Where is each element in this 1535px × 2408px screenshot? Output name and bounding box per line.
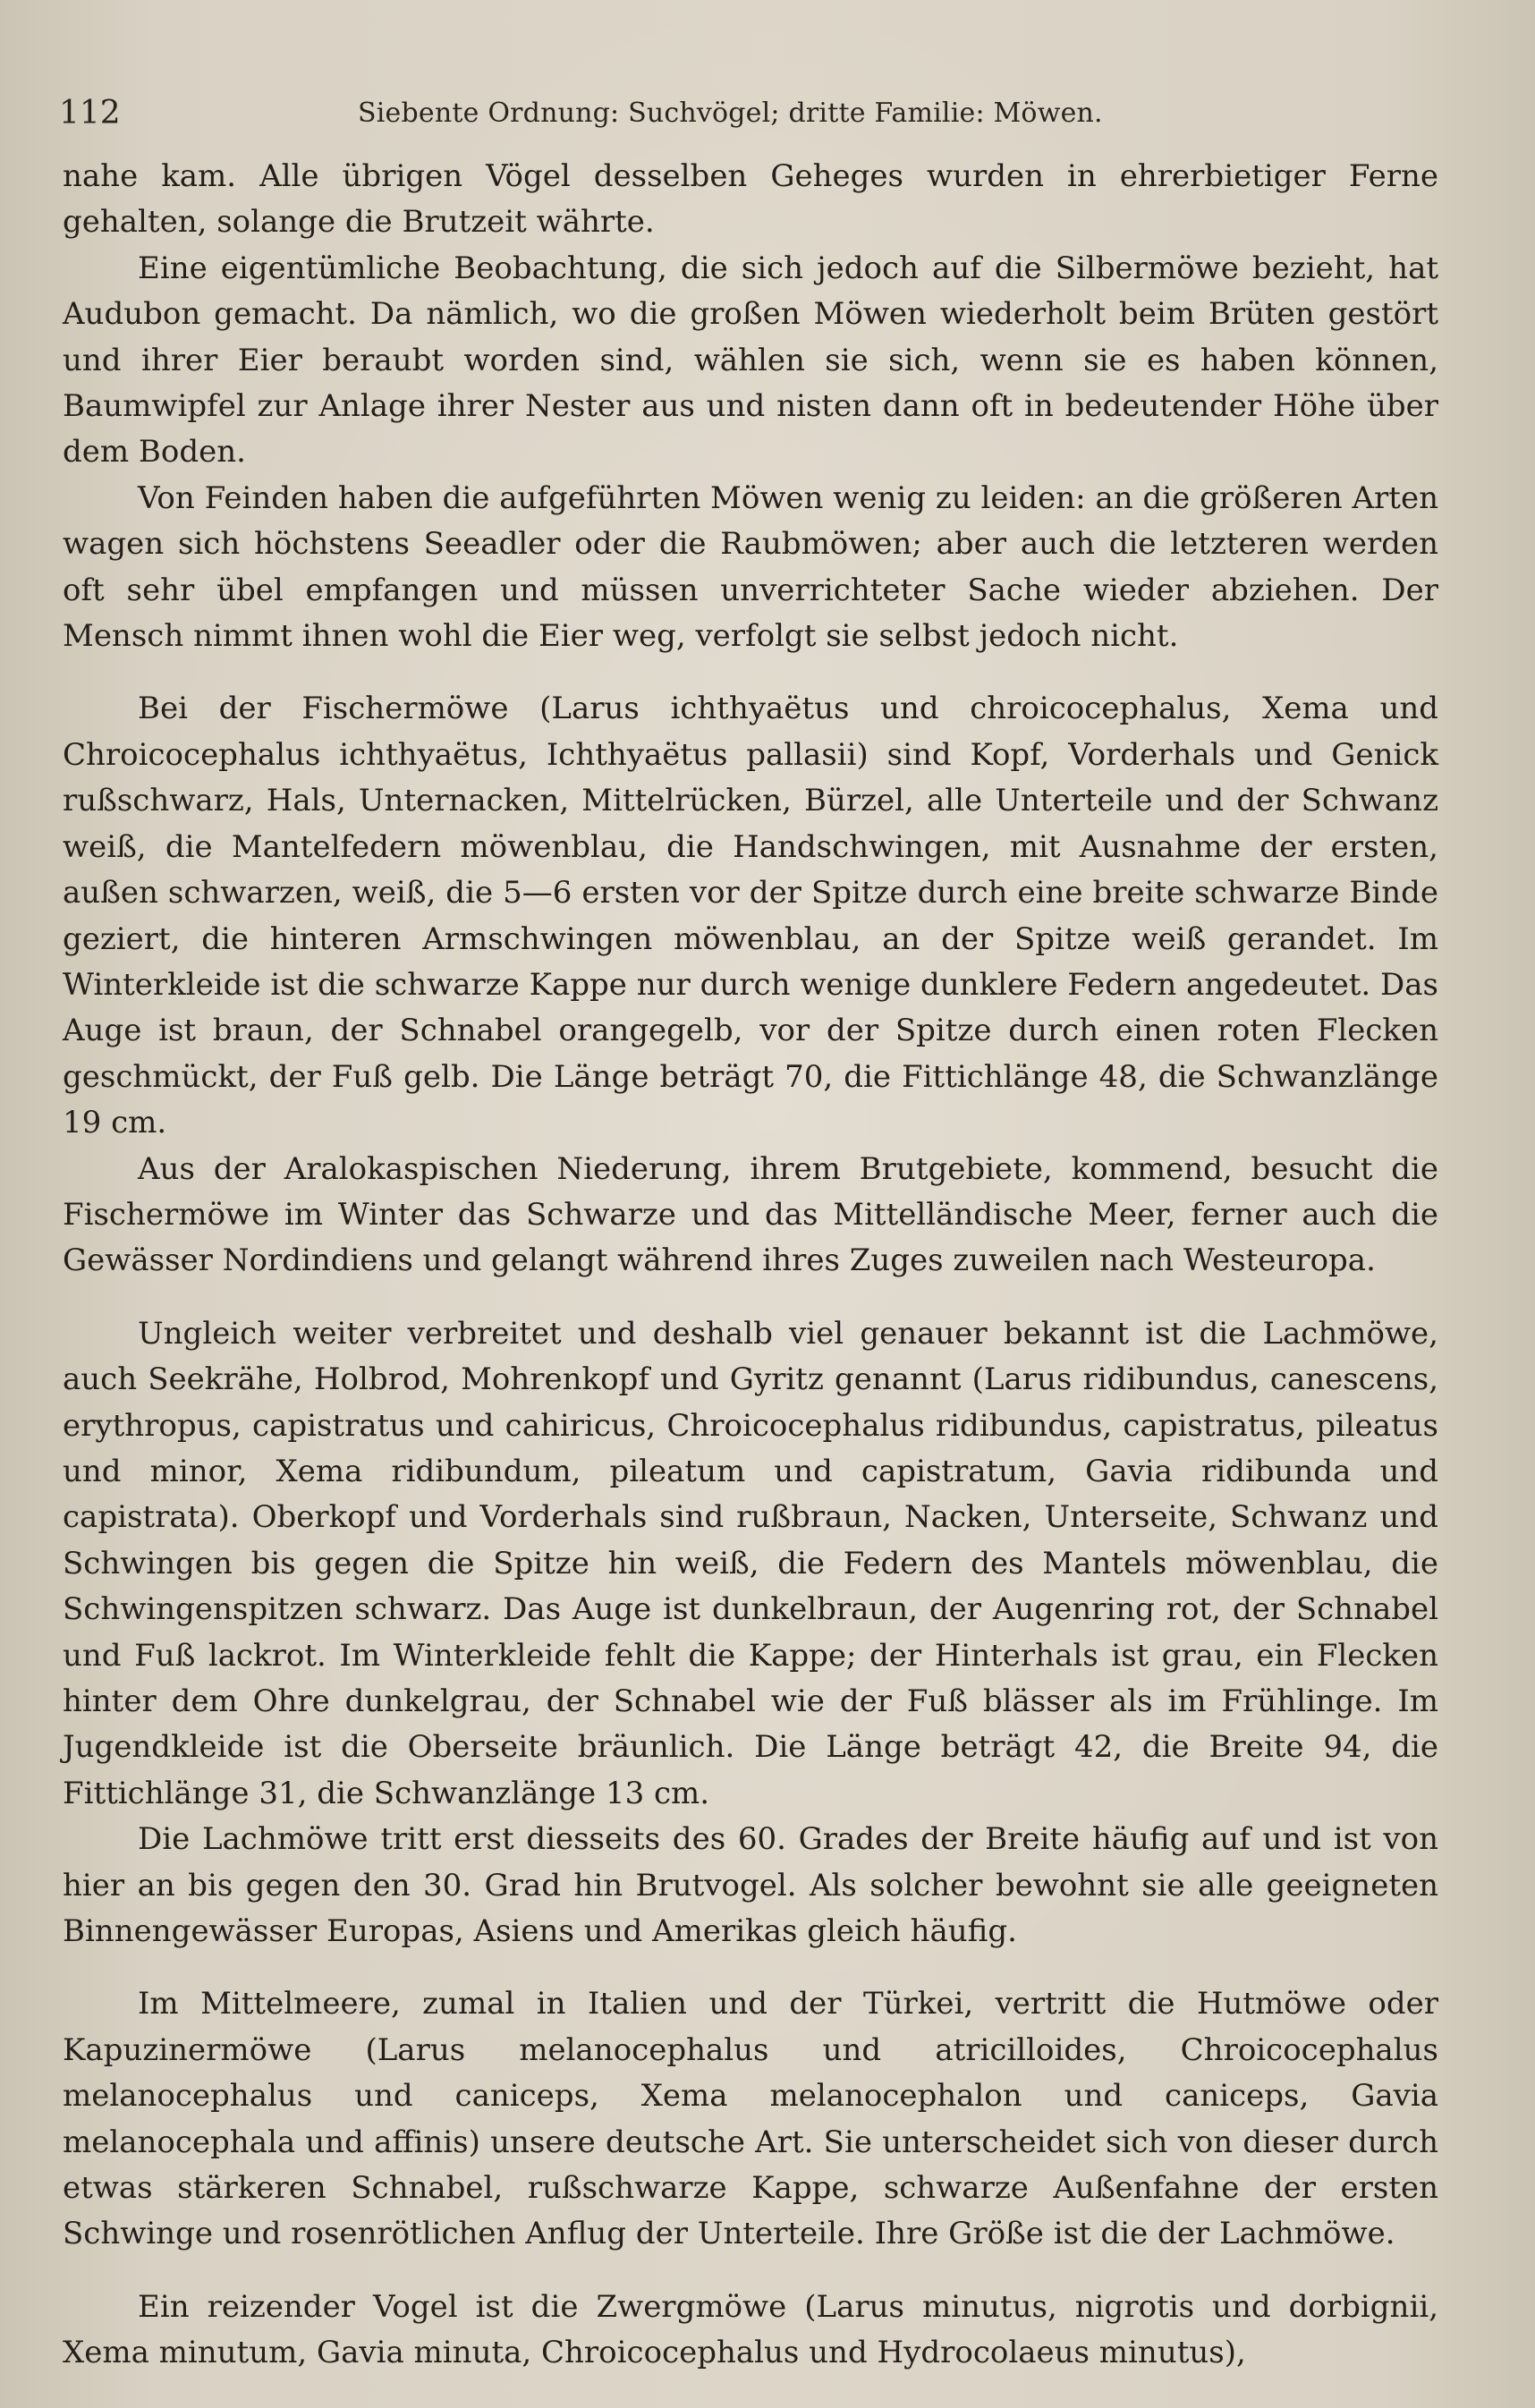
paragraph-lachmoewe-description: Ungleich weiter verbreitet und deshalb viel genauer bekannt ist die Lachmöwe, auch Seekrähe, Holbrod, Mohrenkopf und Gyritz genannt (Larus ridibundus, canescens, erythropus, capistratus und cahiricus, Chroicocephalus ridibundus, capistratus, pileatus und minor, Xema ridibundum, pileatum und capistratum, Gavia ridibunda und capistrata). Oberkopf und Vorderhals sind rußbraun, Nacken, Unterseite, Schwanz und Schwingen bis gegen die Spitze hin weiß, die Federn des Mantels möwenblau, die Schwingenspitzen schwarz. Das Auge ist dunkelbraun, der Augenring rot, der Schnabel und Fuß lackrot. Im Winterkleide fehlt die Kappe; der Hinterhals ist grau, ein Flecken hinter dem Ohre dunkelgrau, der Schnabel wie der Fuß blässer als im Frühlinge. Im Jugendkleide ist die Oberseite bräunlich. Die Länge beträgt 42, die Breite 94, die Fittichlänge 31, die Schwanzlänge 13 cm.: [63, 1315, 1438, 1811]
paragraph-enemies: Von Feinden haben die aufgeführten Möwen wenig zu leiden: an die größeren Arten wagen sich höchstens Seeadler oder die Raubmöwen; aber auch die letzteren werden oft sehr übel empfangen und müssen unverrichteter Sache wieder abziehen. Der Mensch nimmt ihnen wohl die Eier weg, verfolgt sie selbst jedoch nicht.: [63, 479, 1438, 655]
paragraph-lachmoewe-range: Die Lachmöwe tritt erst diesseits des 60. Grades der Breite häufig auf und ist von hier an bis gegen den 30. Grad hin Brutvogel. Als solcher bewohnt sie alle geeigneten Binnengewässer Europas, Asiens und Amerikas gleich häufig.: [63, 1821, 1438, 1950]
page-header: [59, 92, 1490, 135]
paragraph-audubon-observation: Eine eigentümliche Beobachtung, die sich jedoch auf die Silbermöwe bezieht, hat Audubon gemacht. Da nämlich, wo die großen Möwen wiederholt beim Brüten gestört und ihrer Eier beraubt worden sind, wählen sie sich, wenn sie es haben können, Baumwipfel zur Anlage ihrer Nester aus und nisten dann oft in bedeutender Höhe über dem Boden.: [63, 250, 1438, 471]
paragraph-zwergmoewe: Ein reizender Vogel ist die Zwergmöwe (Larus minutus, nigrotis und dorbignii, Xema minutum, Gavia minuta, Chroicocephalus und Hydrocolaeus minutus),: [63, 2288, 1438, 2371]
paragraph-fischermoewe-description: Bei der Fischermöwe (Larus ichthyaëtus und chroicocephalus, Xema und Chroicocephalus ichthyaëtus, Ichthyaëtus pallasii) sind Kopf, Vorderhals und Genick rußschwarz, Hals, Unternacken, Mittelrücken, Bürzel, alle Unterteile und der Schwanz weiß, die Mantelfedern möwenblau, die Handschwingen, mit Ausnahme der ersten, außen schwarzen, weiß, die 5—6 ersten vor der Spitze durch eine breite schwarze Binde geziert, die hinteren Armschwingen möwenblau, an der Spitze weiß gerandet. Im Winterkleide ist die schwarze Kappe nur durch wenige dunklere Federn angedeutet. Das Auge ist braun, der Schnabel orangegelb, vor der Spitze durch einen roten Flecken geschmückt, der Fuß gelb. Die Länge beträgt 70, die Fittichlänge 48, die Schwanzlänge 19 cm.: [63, 691, 1438, 1141]
paragraph-hutmoewe: Im Mittelmeere, zumal in Italien und der Türkei, vertritt die Hutmöwe oder Kapuzinermöwe (Larus melanocephalus und atricilloides, Chroicocephalus melanocephalus und caniceps, Xema melanocephalon und caniceps, Gavia melanocephala und affinis) unsere deutsche Art. Sie unterscheidet sich von dieser durch etwas stärkeren Schnabel, rußschwarze Kappe, schwarze Außenfahne der ersten Schwinge und rosenrötlichen Anflug der Unterteile. Ihre Größe ist die der Lachmöwe.: [63, 1986, 1438, 2252]
running-head: Siebente Ordnung: Suchvögel; dritte Familie: Möwen.: [358, 98, 1103, 129]
paragraph-continuation: nahe kam. Alle übrigen Vögel desselben Geheges wurden in ehrerbietiger Ferne gehalten, solange die Brutzeit währte.: [63, 158, 1438, 241]
page-body: [63, 154, 1438, 2377]
paragraph-fischermoewe-range: Aus der Aralokaspischen Niederung, ihrem Brutgebiete, kommend, besucht die Fischermöwe im Winter das Schwarze und das Mittelländische Meer, ferner auch die Gewässer Nordindiens und gelangt während ihres Zuges zuweilen nach Westeuropa.: [63, 1150, 1438, 1279]
page-number: 112: [59, 95, 121, 131]
